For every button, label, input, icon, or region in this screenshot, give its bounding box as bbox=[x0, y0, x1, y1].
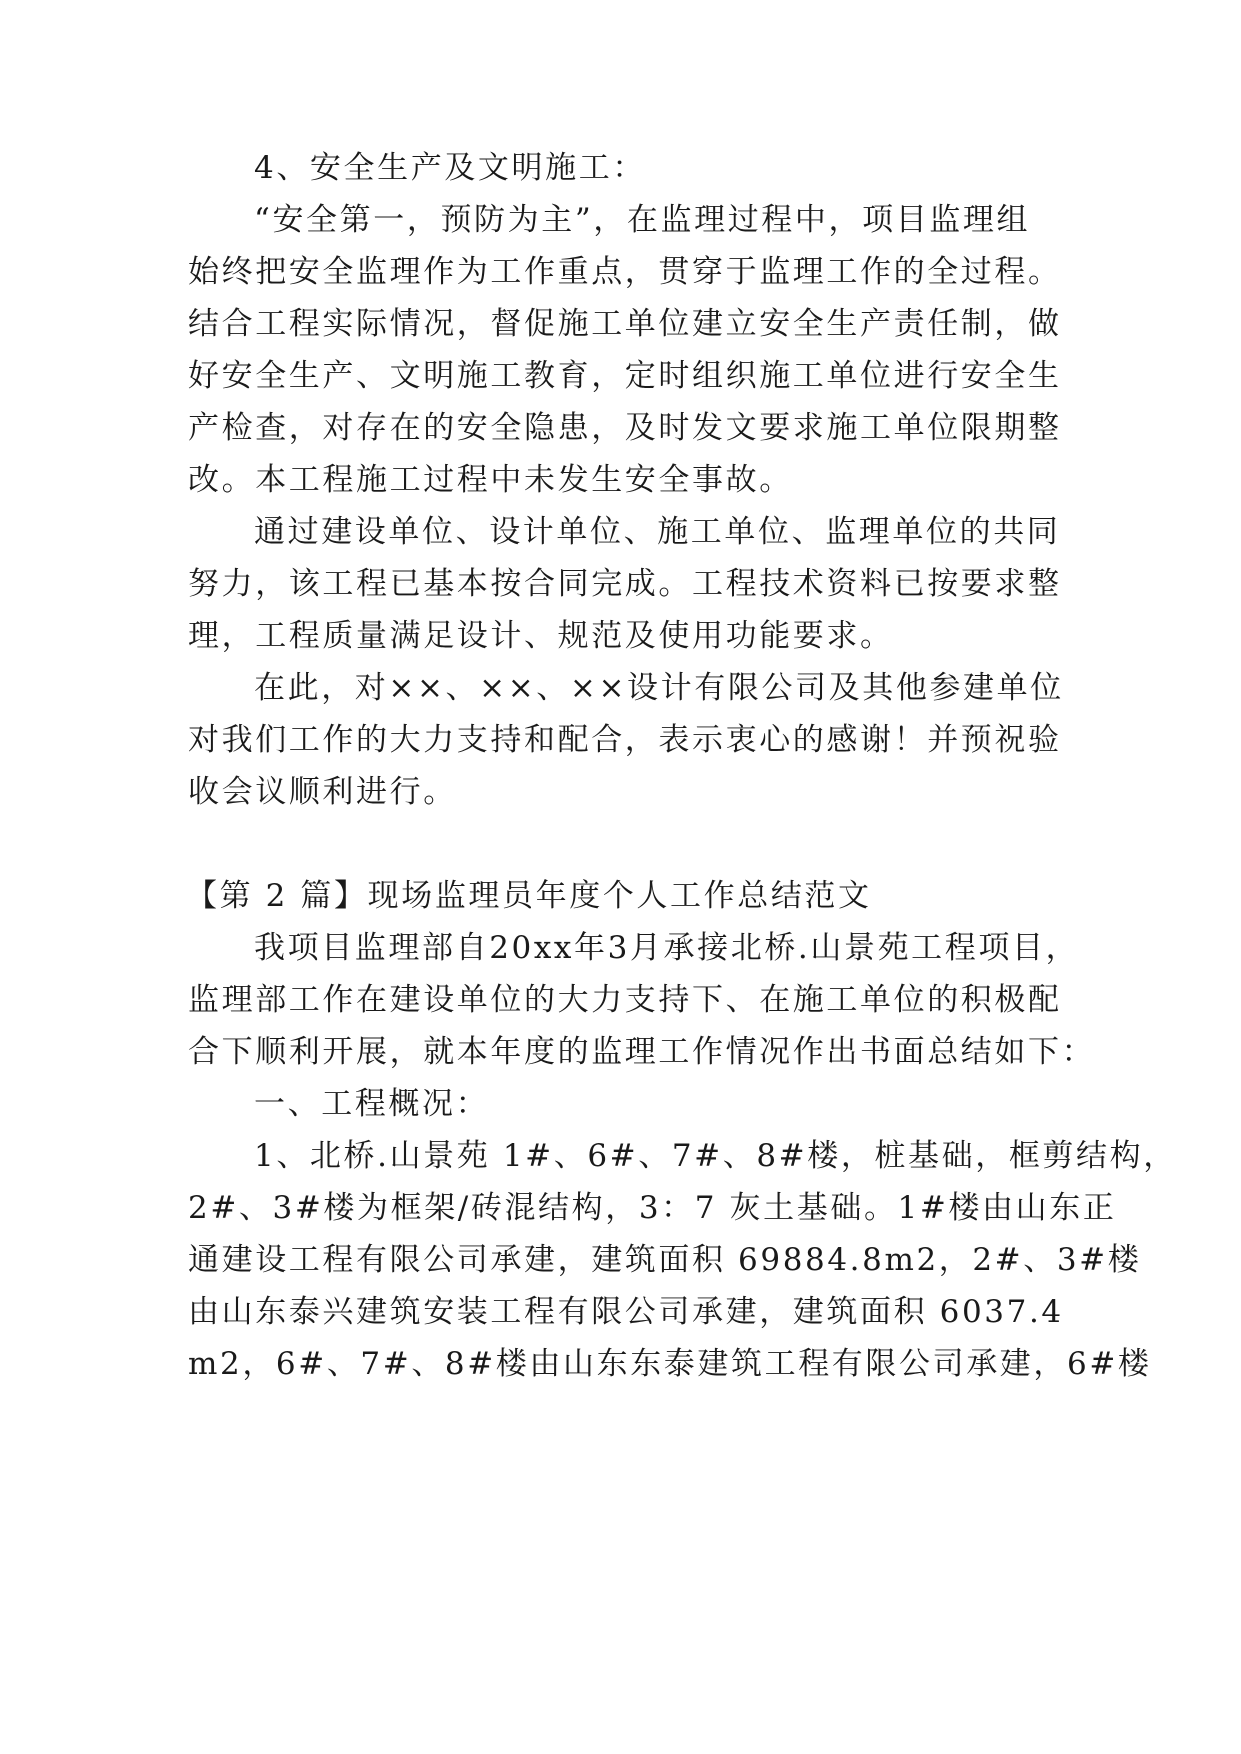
paragraph-line: 产检查，对存在的安全隐患，及时发文要求施工单位限期整 bbox=[188, 410, 1062, 446]
paragraph-line: 理，工程质量满足设计、规范及使用功能要求。 bbox=[188, 618, 894, 654]
paragraph-line: 监理部工作在建设单位的大力支持下、在施工单位的积极配 bbox=[188, 982, 1062, 1018]
paragraph-line: m2，6#、7#、8#楼由山东东泰建筑工程有限公司承建，6#楼 bbox=[188, 1346, 1152, 1382]
paragraph-line: 通建设工程有限公司承建，建筑面积 69884.8m2，2#、3#楼 bbox=[188, 1242, 1142, 1278]
section-subheading: 一、工程概况： bbox=[254, 1086, 490, 1122]
paragraph-line: 结合工程实际情况，督促施工单位建立安全生产责任制，做 bbox=[188, 306, 1062, 342]
paragraph-line: 收会议顺利进行。 bbox=[188, 774, 457, 810]
paragraph-line: 改。本工程施工过程中未发生安全事故。 bbox=[188, 462, 793, 498]
paragraph-line: 对我们工作的大力支持和配合，表示衷心的感谢！并预祝验 bbox=[188, 722, 1062, 758]
paragraph-line: 好安全生产、文明施工教育，定时组织施工单位进行安全生 bbox=[188, 358, 1062, 394]
paragraph-line: 始终把安全监理作为工作重点，贯穿于监理工作的全过程。 bbox=[188, 254, 1062, 290]
paragraph-line: 我项目监理部自20xx年3月承接北桥.山景苑工程项目， bbox=[254, 930, 1080, 966]
paragraph-line: 2#、3#楼为框架/砖混结构，3：7 灰土基础。1#楼由山东正 bbox=[188, 1190, 1117, 1226]
paragraph-line: 通过建设单位、设计单位、施工单位、监理单位的共同 bbox=[254, 514, 1061, 550]
paragraph-line: 由山东泰兴建筑安装工程有限公司承建，建筑面积 6037.4 bbox=[188, 1294, 1064, 1330]
paragraph-line: 在此，对××、××、××设计有限公司及其他参建单位 bbox=[254, 670, 1064, 706]
paragraph-line: 1、北桥.山景苑 1#、6#、7#、8#楼，桩基础，框剪结构， bbox=[254, 1138, 1177, 1174]
paragraph-line: 合下顺利开展，就本年度的监理工作情况作出书面总结如下： bbox=[188, 1034, 1096, 1070]
article-title: 【第 2 篇】现场监理员年度个人工作总结范文 bbox=[186, 878, 872, 914]
paragraph-line: 努力，该工程已基本按合同完成。工程技术资料已按要求整 bbox=[188, 566, 1062, 602]
paragraph-line: “安全第一，预防为主”，在监理过程中，项目监理组 bbox=[254, 202, 1031, 238]
section-heading: 4、安全生产及文明施工： bbox=[254, 150, 646, 186]
